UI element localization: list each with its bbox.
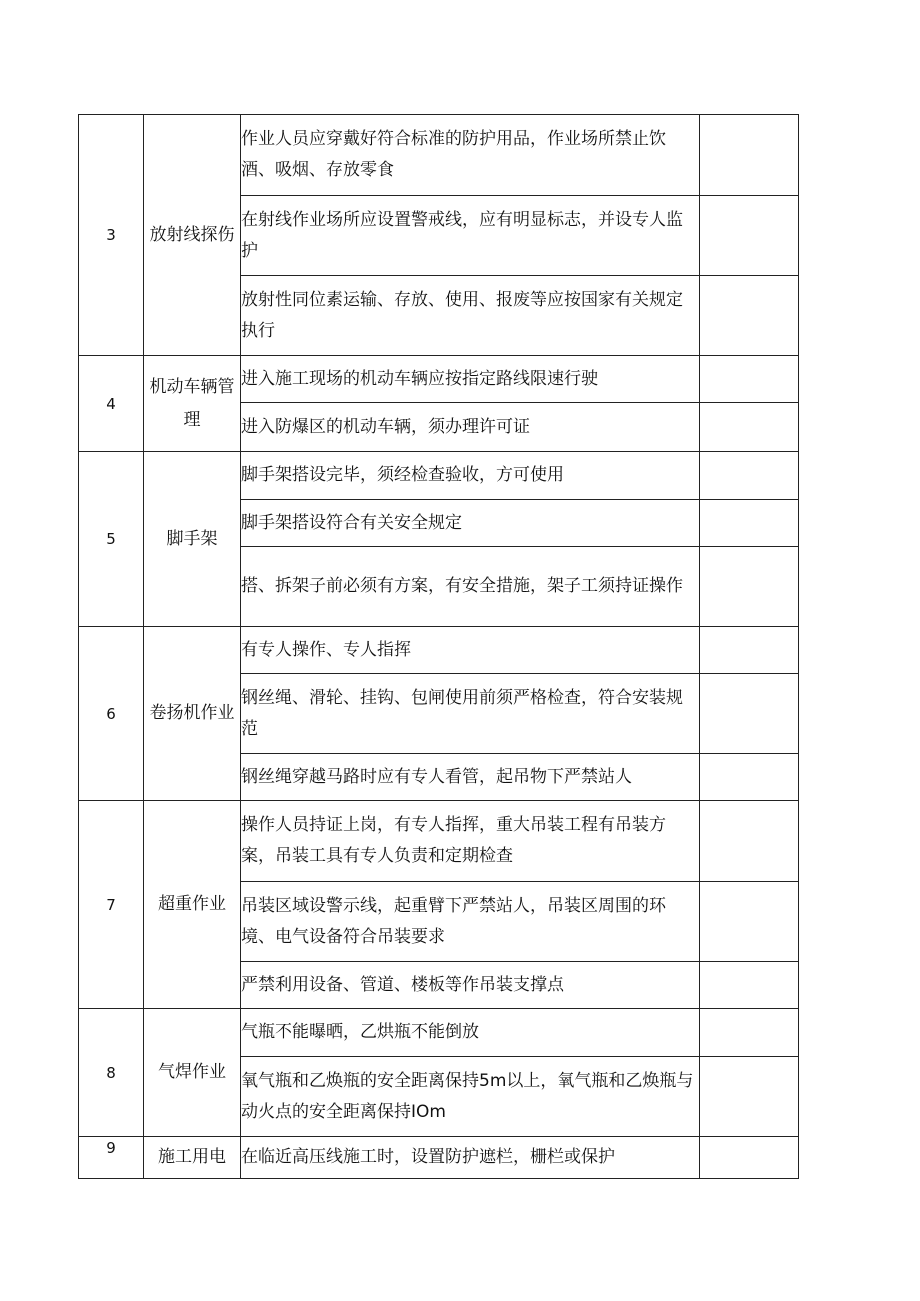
table-row <box>79 627 799 674</box>
check-cell <box>700 276 799 356</box>
safety-inspection-table <box>78 114 799 1179</box>
check-cell <box>700 115 799 196</box>
requirement-text: 搭、拆架子前必须有方案，有安全措施，架子工须持证操作 <box>241 547 700 627</box>
row-number: 6 <box>79 627 144 801</box>
check-cell <box>700 754 799 801</box>
requirement-text: 气瓶不能曝晒，乙烘瓶不能倒放 <box>241 1009 700 1057</box>
check-cell <box>700 627 799 674</box>
row-number: 5 <box>79 452 144 627</box>
requirement-text: 进入施工现场的机动车辆应按指定路线限速行驶 <box>241 356 700 403</box>
inspection-item: 施工用电 <box>144 1137 241 1179</box>
requirement-text: 吊装区域设警示线，起重臂下严禁站人，吊装区周围的环境、电气设备符合吊装要求 <box>241 882 700 962</box>
table-row <box>79 115 799 196</box>
check-cell <box>700 547 799 627</box>
check-cell <box>700 196 799 276</box>
inspection-item: 卷扬机作业 <box>144 627 241 801</box>
check-cell <box>700 500 799 547</box>
check-cell <box>700 962 799 1009</box>
check-cell <box>700 801 799 882</box>
check-cell <box>700 1137 799 1179</box>
inspection-item: 超重作业 <box>144 801 241 1009</box>
row-number: 4 <box>79 356 144 452</box>
requirement-text: 放射性同位素运输、存放、使用、报废等应按国家有关规定执行 <box>241 276 700 356</box>
requirement-text: 钢丝绳、滑轮、挂钩、包闸使用前须严格检查，符合安装规范 <box>241 674 700 754</box>
table-row <box>79 452 799 500</box>
table-row <box>79 356 799 403</box>
check-cell <box>700 674 799 754</box>
requirement-text: 钢丝绳穿越马路时应有专人看管，起吊物下严禁站人 <box>241 754 700 801</box>
requirement-text: 操作人员持证上岗，有专人指挥，重大吊装工程有吊装方案，吊装工具有专人负责和定期检查 <box>241 801 700 882</box>
requirement-text: 脚手架搭设符合有关安全规定 <box>241 500 700 547</box>
row-number: 9 <box>79 1137 144 1179</box>
requirement-text: 氧气瓶和乙焕瓶的安全距离保持5m以上，氧气瓶和乙焕瓶与动火点的安全距离保持IOm <box>241 1057 700 1137</box>
check-cell <box>700 356 799 403</box>
inspection-item: 气焊作业 <box>144 1009 241 1137</box>
requirement-text: 脚手架搭设完毕，须经检查验收，方可使用 <box>241 452 700 500</box>
requirement-text: 进入防爆区的机动车辆，须办理许可证 <box>241 403 700 452</box>
requirement-text: 有专人操作、专人指挥 <box>241 627 700 674</box>
row-number: 8 <box>79 1009 144 1137</box>
requirement-text: 严禁利用设备、管道、楼板等作吊装支撑点 <box>241 962 700 1009</box>
table-row <box>79 1137 799 1179</box>
row-number: 7 <box>79 801 144 1009</box>
requirement-text: 在射线作业场所应设置警戒线，应有明显标志，并设专人监护 <box>241 196 700 276</box>
table-row <box>79 801 799 882</box>
table-row <box>79 1009 799 1057</box>
requirement-text: 作业人员应穿戴好符合标准的防护用品，作业场所禁止饮酒、吸烟、存放零食 <box>241 115 700 196</box>
inspection-item: 机动车辆管理 <box>144 356 241 452</box>
requirement-text: 在临近高压线施工时，设置防护遮栏，栅栏或保护 <box>241 1137 700 1179</box>
check-cell <box>700 452 799 500</box>
check-cell <box>700 1057 799 1137</box>
check-cell <box>700 882 799 962</box>
check-cell <box>700 1009 799 1057</box>
inspection-item: 脚手架 <box>144 452 241 627</box>
check-cell <box>700 403 799 452</box>
inspection-item: 放射线探伤 <box>144 115 241 356</box>
row-number: 3 <box>79 115 144 356</box>
